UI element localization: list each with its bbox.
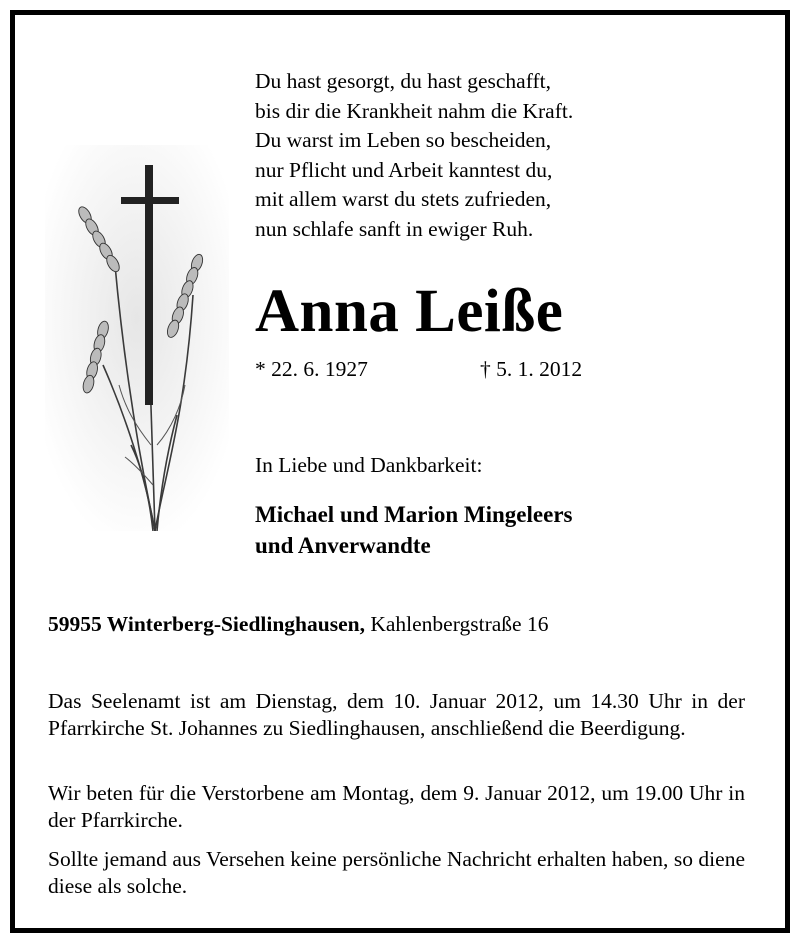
poem-line: Du hast gesorgt, du hast geschafft, [255, 69, 551, 93]
mourner-line: Michael und Marion Mingeleers [255, 502, 573, 527]
poem-line: nun schlafe sanft in ewiger Ruh. [255, 216, 534, 241]
memorial-poem [255, 67, 735, 245]
thanks-line: In Liebe und Dankbarkeit: [255, 453, 483, 477]
service-paragraph: Das Seelenamt ist am Dienstag, dem 10. Januar 2012, um 14.30 Uhr in der Pfarrkirche St. Johannes zu Siedlinghausen, anschließend die Beerdigung. [48, 689, 745, 740]
notice-paragraph: Sollte jemand aus Versehen keine persönliche Nachricht erhalten haben, so diene diese als solche. [48, 847, 745, 898]
poem-line: nur Pflicht und Arbeit kanntest du, [255, 157, 553, 182]
mourner-line: und Anverwandte [255, 533, 431, 558]
poem-line: Du warst im Leben so bescheiden, [255, 128, 552, 153]
obituary-notice [10, 10, 790, 933]
deceased-name: Anna Leiße [255, 278, 564, 345]
address-line [48, 612, 548, 637]
address-street: Kahlenbergstraße 16 [370, 612, 549, 636]
prayer-paragraph: Wir beten für die Verstorbene am Montag, dem 9. Januar 2012, um 19.00 Uhr in der Pfarrkirche. [48, 781, 745, 832]
poem-line: bis dir die Krankheit nahm die Kraft. [255, 98, 574, 123]
poem-line: mit allem warst du stets zufrieden, [255, 187, 552, 212]
death-date: † 5. 1. 2012 [480, 357, 583, 381]
address-place: 59955 Winterberg-Siedlinghausen, [48, 612, 365, 636]
birth-date: * 22. 6. 1927 [255, 357, 368, 381]
mourners [255, 499, 573, 561]
cross-with-wheat-icon [45, 145, 229, 531]
